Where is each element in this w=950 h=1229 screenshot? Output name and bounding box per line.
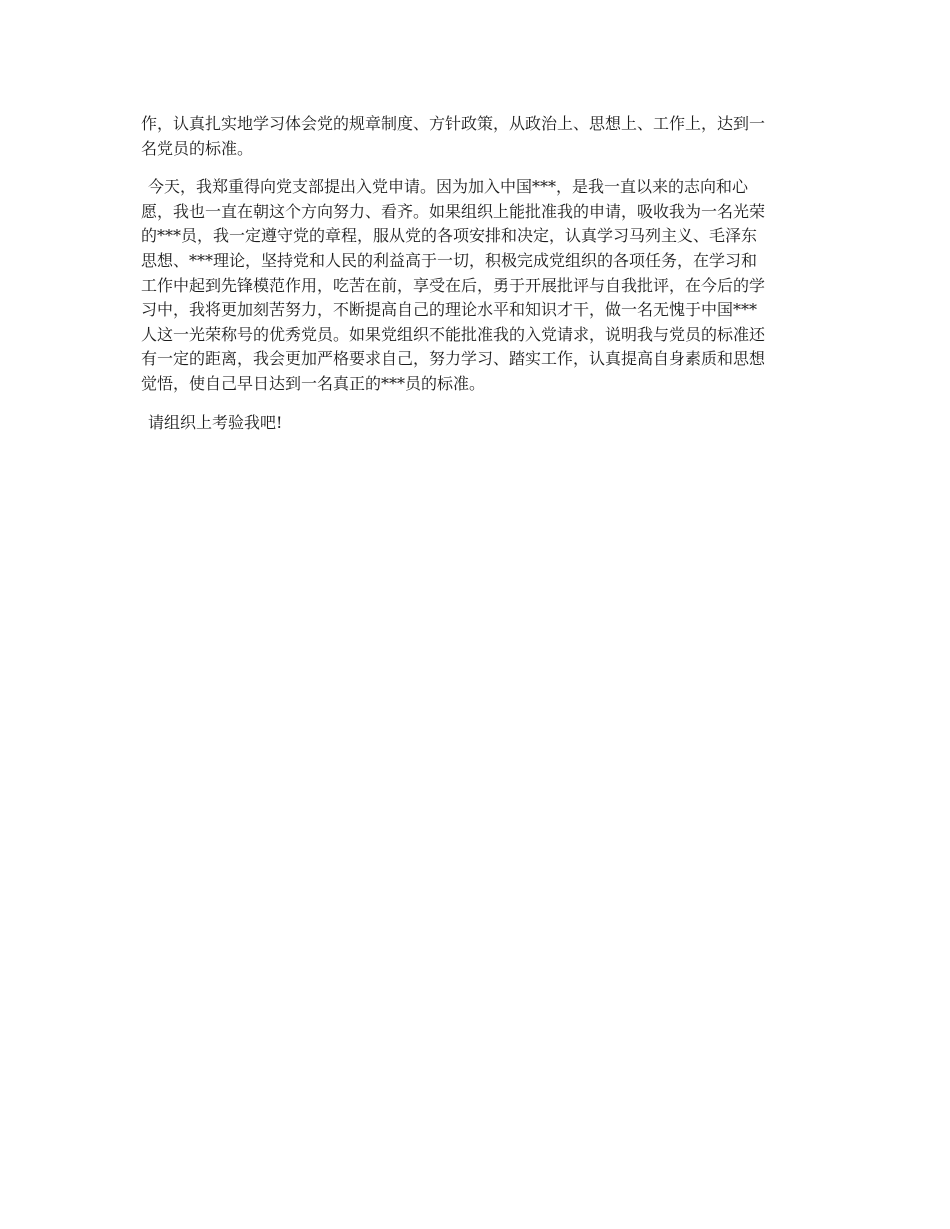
text-line: 愿，我也一直在朝这个方向努力、看齐。如果组织上能批准我的申请，吸收我为一名光荣 — [141, 201, 766, 221]
text-line: 名党员的标准。 — [141, 138, 254, 158]
paragraph-closing — [141, 411, 811, 436]
text-line: 请组织上考验我吧! — [148, 412, 283, 432]
text-line: 思想、***理论，坚持党和人民的利益高于一切，积极完成党组织的各项任务，在学习和 — [141, 250, 758, 270]
text-line: 人这一光荣称号的优秀党员。如果党组织不能批准我的入党请求，说明我与党员的标准还 — [141, 324, 766, 344]
text-line: 的***员，我一定遵守党的章程，服从党的各项安排和决定，认真学习马列主义、毛泽东 — [141, 226, 758, 246]
document-body — [141, 112, 811, 449]
paragraph-continuation — [141, 112, 811, 161]
text-line: 觉悟，使自己早日达到一名真正的***员的标准。 — [141, 373, 486, 393]
text-line: 习中，我将更加刻苦努力，不断提高自己的理论水平和知识才干，做一名无愧于中国*** — [141, 300, 758, 320]
text-line: 今天，我郑重得向党支部提出入党申请。因为加入中国***，是我一直以来的志向和心 — [148, 177, 749, 197]
paragraph-application — [141, 175, 811, 396]
text-line: 作，认真扎实地学习体会党的规章制度、方针政策，从政治上、思想上、工作上，达到一 — [141, 114, 766, 133]
text-line: 有一定的距离，我会更加严格要求自己，努力学习、踏实工作，认真提高自身素质和思想 — [141, 349, 766, 369]
text-line: 工作中起到先锋模范作用，吃苦在前，享受在后，勇于开展批评与自我批评，在今后的学 — [141, 275, 766, 295]
